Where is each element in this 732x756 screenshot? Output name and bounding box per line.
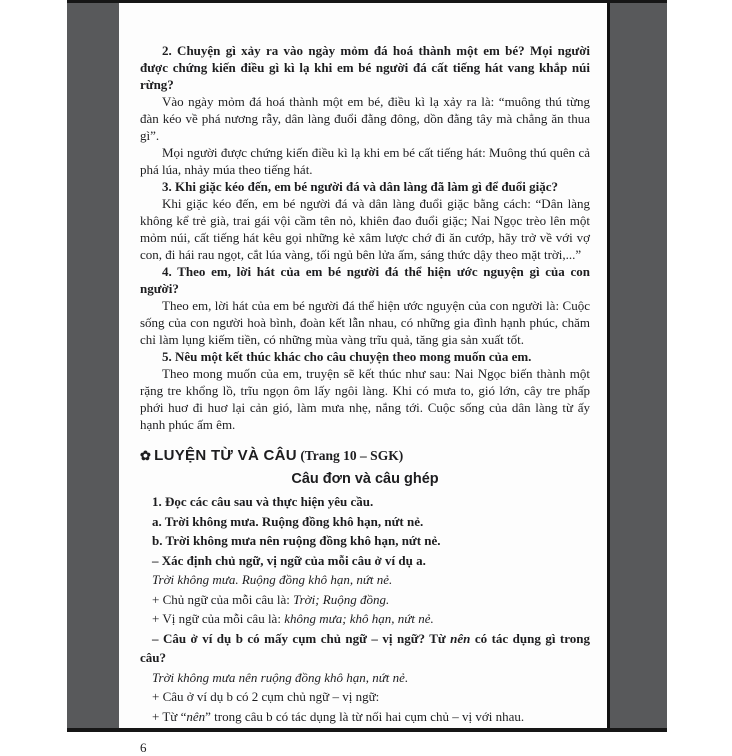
text-run: có tác dụng gì trong câu? [140,630,590,665]
text-run: Trời không mưa. Ruộng đồng khô hạn, nứt nẻ. [152,572,393,587]
text-run: + Vị ngữ của mỗi câu là: [152,611,285,626]
list-item [140,590,590,610]
text-run: Trời; Ruộng đồng. [293,591,390,607]
answer-paragraph [140,365,590,433]
text-run: a. Trời không mưa. Ruộng đồng khô hạn, nứt nẻ. [152,513,424,529]
text-run: Vào ngày mỏm đá hoá thành một em bé, điều kì lạ xảy ra là: “muông thú từng đàn kéo về phá nương rẫy, dân làng đuổi đằng đông, dồn đằng tây mà chẳng ăn thua gì”. [140,94,590,143]
answer-paragraph [140,195,590,263]
list-item [140,570,590,590]
page-body [119,3,607,756]
text-run: Theo em, lời hát của em bé người đá thể hiện ước nguyện của con người là: Cuộc sống của con người hoà bình, đoàn kết lẫn nhau, có những gia đình hạnh phúc, chăm chỉ làm lụng kiếm tiền, có những mùa vàng trĩu quả, tăng gia sản xuất tốt. [140,298,590,347]
text-run: b. Trời không mưa nên ruộng đồng khô hạn, nứt nẻ. [152,533,441,548]
question-paragraph [140,42,590,93]
scan-left-gutter [67,3,119,728]
text-run: + Chủ ngữ của mỗi câu là: [152,591,294,607]
text-run: + Từ “ [152,708,187,724]
answer-paragraph [140,297,590,348]
text-run: 5. Nêu một kết thúc khác cho câu chuyện theo mong muốn của em. [162,349,532,364]
text-run: nên [186,708,206,724]
question-paragraph [140,348,590,365]
scan-right-gutter [610,3,667,728]
list-item [140,609,590,629]
answer-paragraph [140,93,590,144]
book-page [119,3,610,755]
list-item [140,531,590,551]
question-paragraph [140,263,590,297]
flower-star-icon: ✿ [140,448,155,463]
text-run: – Câu ở ví dụ b có mấy cụm chủ ngữ – vị ngữ? Từ [152,630,451,646]
text-run: Trời không mưa nên ruộng đồng khô hạn, nứt nẻ. [152,669,409,685]
text-run: ” trong câu b có tác dụng là từ nối hai cụm chủ – vị với nhau. [205,708,525,724]
text-run: nên [450,630,471,646]
section-header [140,446,590,466]
section-suffix: (Trang 10 – SGK) [296,448,404,463]
section-title: LUYỆN TỪ VÀ CÂU [154,447,297,464]
text-run: 4. Theo em, lời hát của em bé người đá thể hiện ước nguyện gì của con người? [140,264,590,296]
list-item [140,492,590,512]
text-run: 2. Chuyện gì xảy ra vào ngày mỏm đá hoá thành một em bé? Mọi người được chứng kiến điều gì kì lạ khi em bé người đá cất tiếng hát vang khắp núi rừng? [140,43,590,92]
list-item [140,687,590,707]
list-item [140,629,590,668]
list-item [140,551,590,571]
list-item [140,512,590,532]
text-run: Theo mong muốn của em, truyện sẽ kết thúc như sau: Nai Ngọc biến thành một rặng tre khổng lồ, trĩu ngọn ôm lấy ngôi làng. Khi có mưa to, gió lớn, cây tre phấp phới huơ đi huơ lại cản gió, làm mưa nhẹ, nắng tới. Cuộc sống của dân làng từ ấy hạnh phúc ấm êm. [140,366,590,432]
text-run: + Câu ở ví dụ b có 2 cụm chủ ngữ – vị ngữ: [152,689,380,704]
answer-paragraph [140,144,590,178]
text-run: 1. Đọc các câu sau và thực hiện yêu cầu. [152,494,374,509]
text-run: không mưa; khô hạn, nứt nẻ. [284,611,434,626]
text-run: 3. Khi giặc kéo đến, em bé người đá và dân làng đã làm gì để đuổi giặc? [162,179,559,194]
text-run: Mọi người được chứng kiến điều kì lạ khi em bé cất tiếng hát: Muông thú quên cả phá lúa, nhảy múa theo tiếng hát. [140,145,590,177]
text-run: – Xác định chủ ngữ, vị ngữ của mỗi câu ở ví dụ a. [152,552,426,568]
list-item [140,707,590,727]
page-number: 6 [140,740,147,755]
list-item [140,668,590,688]
section-subheader: Câu đơn và câu ghép [291,471,439,487]
text-run: Khi giặc kéo đến, em bé người đá và dân làng đuổi giặc bằng cách: “Dân làng không kể trẻ già, trai gái vội cầm tên nỏ, khiên đao đuổi giặc; Nai Ngọc trèo lên một mỏm núi, cất tiếng hát kêu gọi những kẻ xâm lược chớ đi ăn cướp, hãy trở về với vợ con, đi hái rau ngọt, cắt lúa vàng, tối ngủ bên lửa ấm, sáng thức dậy theo mặt trời,...” [140,196,590,262]
question-paragraph [140,178,590,195]
